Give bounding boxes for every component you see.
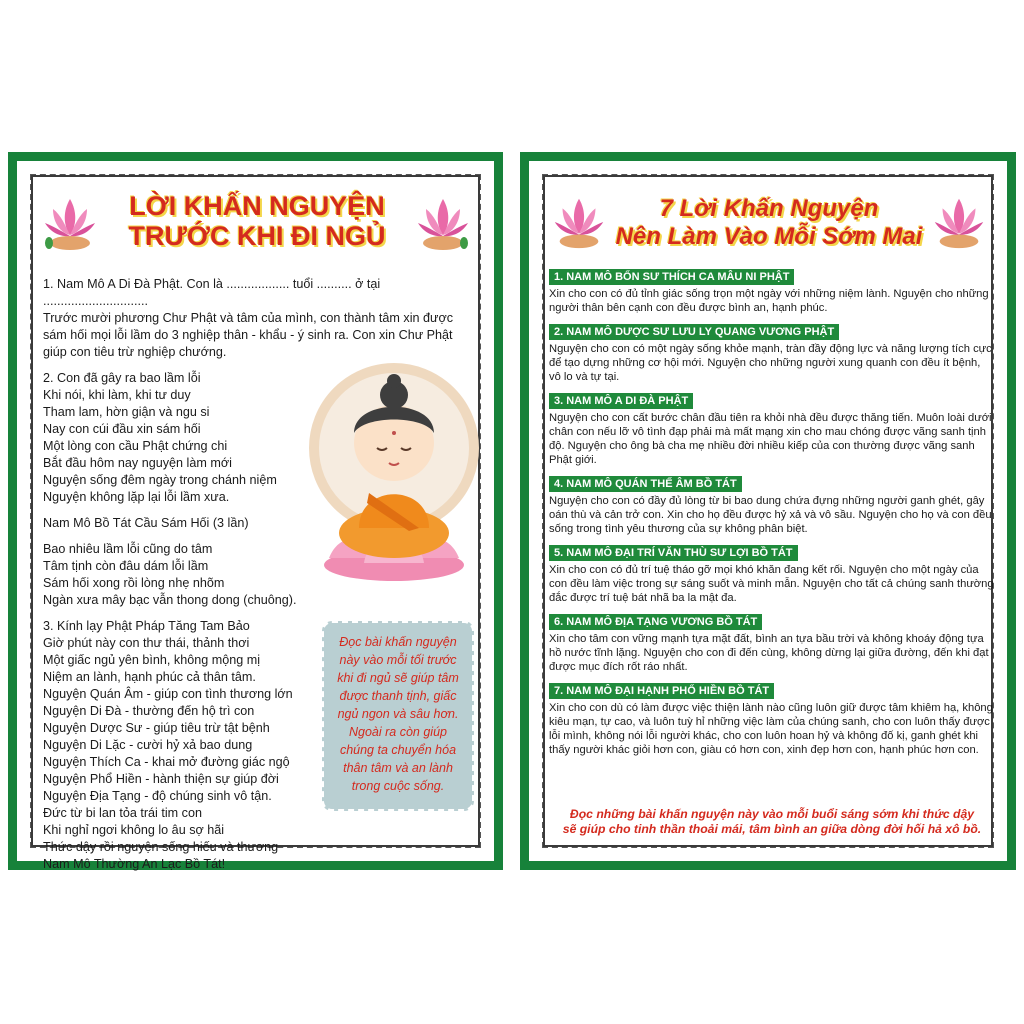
list-item [549, 391, 995, 467]
text-line: Thức dậy rồi nguyện sống hiếu và thương [43, 840, 279, 854]
left-title-line1: LỜI KHẤN NGUYỆN [129, 191, 385, 221]
item-body: Nguyện cho con cất bước chân đầu tiên ra khỏi nhà đều được thăng tiến. Muôn loài dưới chân con nếu lỡ vô tình đạp phải mà mất mạng xin cho mau chóng được vãng sanh tịnh độ. Nguyện cho ông bà cha mẹ nhiều đời nhiều kiếp của con thường được vãng sanh Phật giới. [549, 412, 992, 466]
text-line: Bắt đầu hôm nay nguyện làm mới [43, 456, 232, 470]
item-heading: 3. NAM MÔ A DI ĐÀ PHẬT [549, 393, 693, 409]
note-line: này vào mỗi tối trước [339, 653, 457, 667]
text-line: Trước mười phương Chư Phật và tâm của mình, con thành tâm xin được [43, 311, 454, 325]
text-line: Nguyện Quán Âm - giúp con tình thương lớn [43, 687, 293, 701]
note-line: khi đi ngủ sẽ giúp tâm [337, 671, 459, 685]
text-line: Nguyện Địa Tạng - độ chúng sinh vô tận. [43, 789, 272, 803]
text-line: sám hối mọi lỗi lầm do 3 nghiệp thân - khẩu - ý sinh ra. Con xin Chư Phật [43, 328, 453, 342]
note-line: thân tâm và an lành [343, 761, 453, 775]
text-line: 2. Con đã gây ra bao lầm lỗi [43, 371, 201, 385]
text-line: Nguyện Di Lặc - cười hỷ xả bao dung [43, 738, 253, 752]
text-line: Đức từ bi lan tỏa trái tim con [43, 806, 202, 820]
text-line: Nguyện Phổ Hiền - hành thiện sự giúp đời [43, 772, 279, 786]
text-line: 3. Kính lạy Phật Pháp Tăng Tam Bảo [43, 619, 250, 633]
right-title-line1: 7 Lời Khấn Nguyện [659, 195, 879, 222]
item-heading: 7. NAM MÔ ĐẠI HẠNH PHỔ HIỀN BỒ TÁT [549, 683, 774, 699]
item-heading: 2. NAM MÔ DƯỢC SƯ LƯU LY QUANG VƯƠNG PHẬT [549, 324, 839, 340]
text-line: Nguyện sống đêm ngày trong chánh niệm [43, 473, 277, 487]
text-line: Nguyện Dược Sư - giúp tiêu trừ tật bệnh [43, 721, 270, 735]
lotus-hands-icon [929, 191, 989, 251]
text-line: Bao nhiêu lầm lỗi cũng do tâm [43, 542, 213, 556]
item-heading: 4. NAM MÔ QUÁN THẾ ÂM BỒ TÁT [549, 476, 742, 492]
footer-line: sẽ giúp cho tinh thần thoải mái, tâm bình an giữa dòng đời hối hả xô bồ. [562, 822, 982, 836]
text-line: Nay con cúi đầu xin sám hối [43, 422, 201, 436]
item-body: Xin cho con có đủ tỉnh giác sống trọn một ngày với những niệm lành. Nguyện cho những người thân bên cạnh con đều được bình an, hạnh phúc. [549, 288, 989, 314]
text-line: Một giấc ngủ yên bình, không mộng mị [43, 653, 261, 667]
text-line: Nam Mô Thường An Lạc Bồ Tát! [43, 857, 226, 871]
text-line: Tham lam, hờn giận và ngu si [43, 405, 210, 419]
list-item [549, 612, 995, 674]
note-line: trong cuộc sống. [351, 779, 445, 793]
left-card [8, 152, 503, 870]
section-1 [43, 276, 483, 361]
lotus-hands-icon [549, 191, 609, 251]
note-box [322, 621, 474, 811]
item-body: Xin cho con dù có làm được việc thiện lành nào cũng luôn giữ được tâm khiêm hạ, không kiêu mạn, tự cao, và luôn tuỳ hỉ những việc làm của chúng sanh, cho con luôn thấy được lỗi mình, không nói lỗi người khác, cho con luôn hoan hỷ và không đố kị, ganh ghét khi thấy người khác giỏi hơn con, giàu có hơn con, xinh đẹp hơn con, hạnh phúc hơn con. [549, 702, 993, 756]
text-line: Một lòng con cầu Phật chứng chi [43, 439, 228, 453]
item-heading: 1. NAM MÔ BỔN SƯ THÍCH CA MÂU NI PHẬT [549, 269, 794, 285]
list-item [549, 681, 995, 757]
right-card [520, 152, 1016, 870]
note-line: ngủ ngon và sâu hơn. [337, 707, 459, 721]
note-line: Ngoài ra còn giúp [349, 725, 447, 739]
list-item [549, 322, 995, 384]
right-title [609, 195, 929, 251]
text-line: giúp con tiêu trừ nghiệp chướng. [43, 345, 227, 359]
buddha-illustration [309, 353, 479, 593]
text-line: Khi nghỉ ngơi không lo âu sợ hãi [43, 823, 225, 837]
footer-line: Đọc những bài khấn nguyện này vào mỗi buổi sáng sớm khi thức dậy [569, 807, 975, 821]
list-item [549, 543, 995, 605]
text-line: Nguyện Di Đà - thường đến hộ trì con [43, 704, 255, 718]
list-item [549, 267, 995, 315]
item-body: Xin cho tâm con vững mạnh tựa mặt đất, bình an tựa bầu trời và không khoáy động tựa hồ nước tĩnh lặng. Nguyện cho con đi đến cùng, không dừng lại giữa đường, đến khi đạt được mục đích rốt ráo nhất. [549, 633, 989, 673]
list-item [549, 474, 995, 536]
right-title-line2: Nên Làm Vào Mỗi Sớm Mai [615, 223, 923, 250]
text-line: Khi nói, khi làm, khi tư duy [43, 388, 191, 402]
item-heading: 5. NAM MÔ ĐẠI TRÍ VĂN THÙ SƯ LỢI BỒ TÁT [549, 545, 798, 561]
left-title [97, 191, 417, 251]
item-body: Nguyện cho con có một ngày sống khỏe mạnh, tràn đầy động lực và năng lượng tích cực để tạo dựng những cơ hội mới. Nguyện cho những người xung quanh con đều ít bệnh, vô lo và tự tại. [549, 343, 992, 383]
note-line: Đọc bài khấn nguyện [339, 635, 457, 649]
text-line: Sám hối xong rồi lòng nhẹ nhõm [43, 576, 225, 590]
text-line: Tâm tịnh còn đâu dám lỗi lầm [43, 559, 209, 573]
right-body [549, 267, 995, 764]
lotus-hands-icon [412, 191, 474, 253]
item-body: Xin cho con có đủ trí tuệ tháo gỡ mọi khó khăn đang kết rối. Nguyện cho một ngày của con đều làm việc trong sự sáng suốt và minh mẫn. Nguyện cho tất cả chúng sanh thường đắc được trí tuệ bát nhã ba la mật đa. [549, 564, 994, 604]
lotus-hands-icon [39, 191, 101, 253]
text-line: Ngàn xưa mây bạc vẫn thong dong (chuông). [43, 593, 297, 607]
right-footer [549, 807, 995, 837]
text-line: Niệm an lành, hạnh phúc cả thân tâm. [43, 670, 256, 684]
text-line: Nguyện Thích Ca - khai mở đường giác ngộ [43, 755, 290, 769]
note-line: chúng ta chuyển hóa [339, 743, 457, 757]
left-title-line2: TRƯỚC KHI ĐI NGỦ [128, 221, 386, 251]
text-line: Nguyện không lặp lại lỗi lầm xưa. [43, 490, 230, 504]
text-line: Nam Mô Bồ Tát Cầu Sám Hối (3 lần) [43, 516, 249, 530]
note-line: được thanh tịnh, giấc [339, 689, 457, 703]
item-heading: 6. NAM MÔ ĐỊA TẠNG VƯƠNG BỒ TÁT [549, 614, 762, 630]
text-line: 1. Nam Mô A Di Đà Phật. Con là .................. tuổi .......... ở tại .............................. [43, 277, 381, 308]
item-body: Nguyện cho con có đầy đủ lòng từ bi bao dung chứa đựng những người ganh ghét, gây oán thù và cản trở con. Xin cho họ đều được hỷ xả và vô sầu. Nguyện cho họ và con đều sống trong tình yêu thương của sự không phân biệt. [549, 495, 992, 535]
text-line: Giờ phút này con thư thái, thảnh thơi [43, 636, 250, 650]
